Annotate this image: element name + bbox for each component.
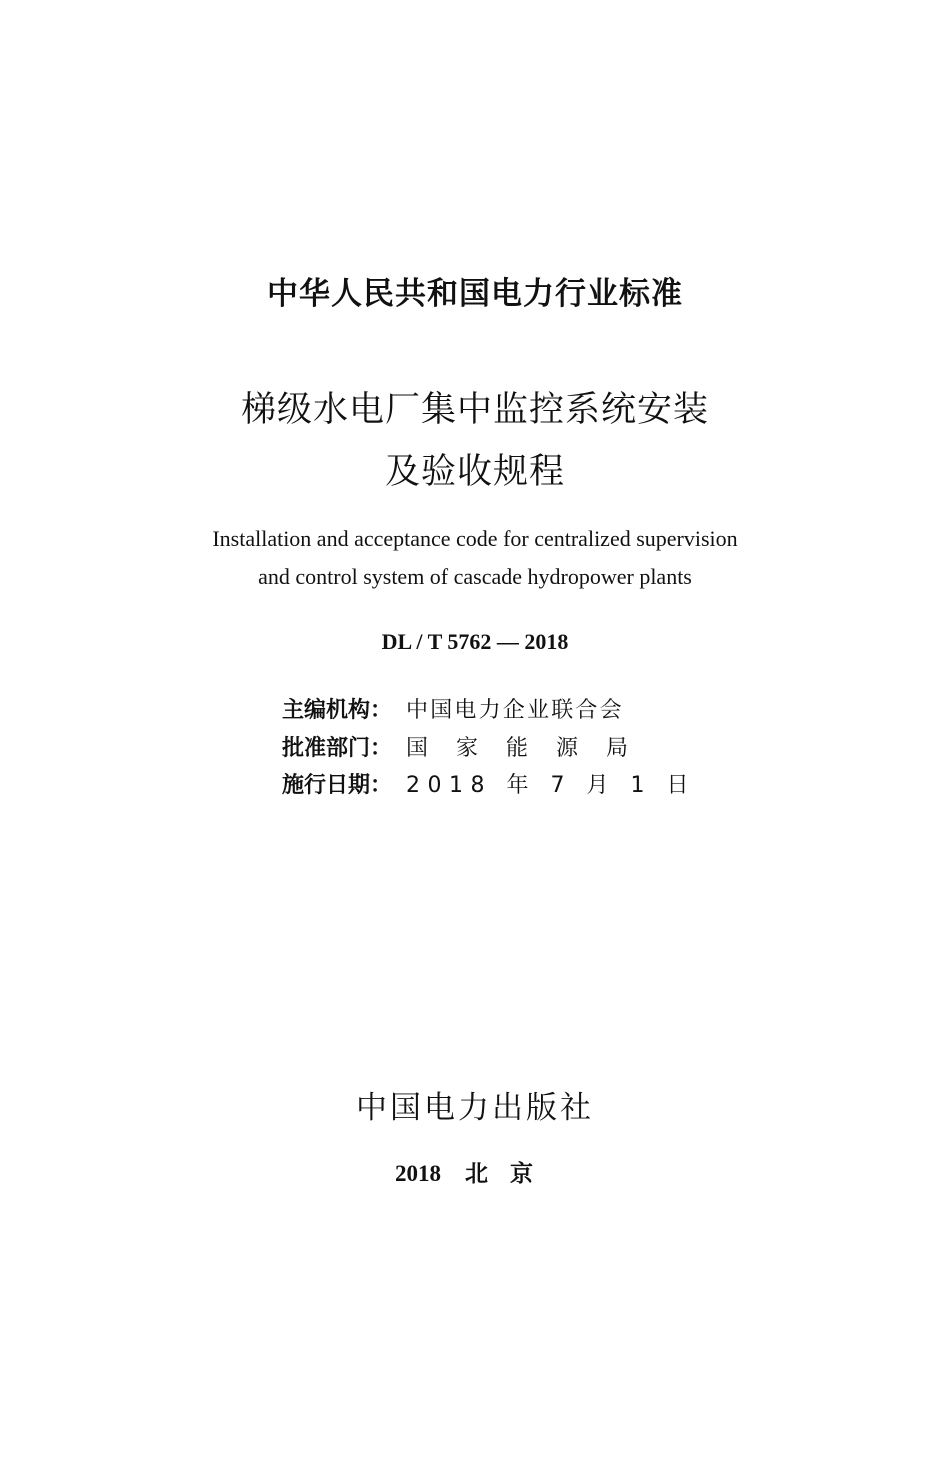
approver-value: 国家能源局 bbox=[406, 736, 657, 761]
approver-row bbox=[282, 731, 656, 762]
chinese-title-line-2: 及验收规程 bbox=[384, 452, 565, 492]
effective-date-label: 施行日期： bbox=[282, 773, 393, 798]
effective-date-row bbox=[282, 768, 696, 799]
publication-city: 北京 bbox=[465, 1161, 555, 1187]
approver-label: 批准部门： bbox=[282, 736, 393, 761]
editor-label: 主编机构： bbox=[282, 698, 393, 723]
english-title-line-1: Installation and acceptance code for centralized supervision bbox=[212, 526, 738, 551]
chinese-title-line-1: 梯级水电厂集中监控系统安装 bbox=[240, 390, 709, 430]
publication-year: 2018 bbox=[395, 1161, 441, 1186]
english-title-line-2: and control system of cascade hydropower plants bbox=[258, 564, 692, 589]
editor-row bbox=[282, 693, 624, 724]
editor-value: 中国电力企业联合会 bbox=[406, 698, 624, 723]
publisher-name: 中国电力出版社 bbox=[356, 1090, 594, 1126]
standard-code: DL / T 5762 — 2018 bbox=[381, 629, 569, 654]
standard-category-title: 中华人民共和国电力行业标准 bbox=[267, 276, 683, 312]
effective-date-value: 2018 年 7 月 1 日 bbox=[406, 773, 696, 798]
publication-year-place bbox=[0, 1155, 950, 1188]
